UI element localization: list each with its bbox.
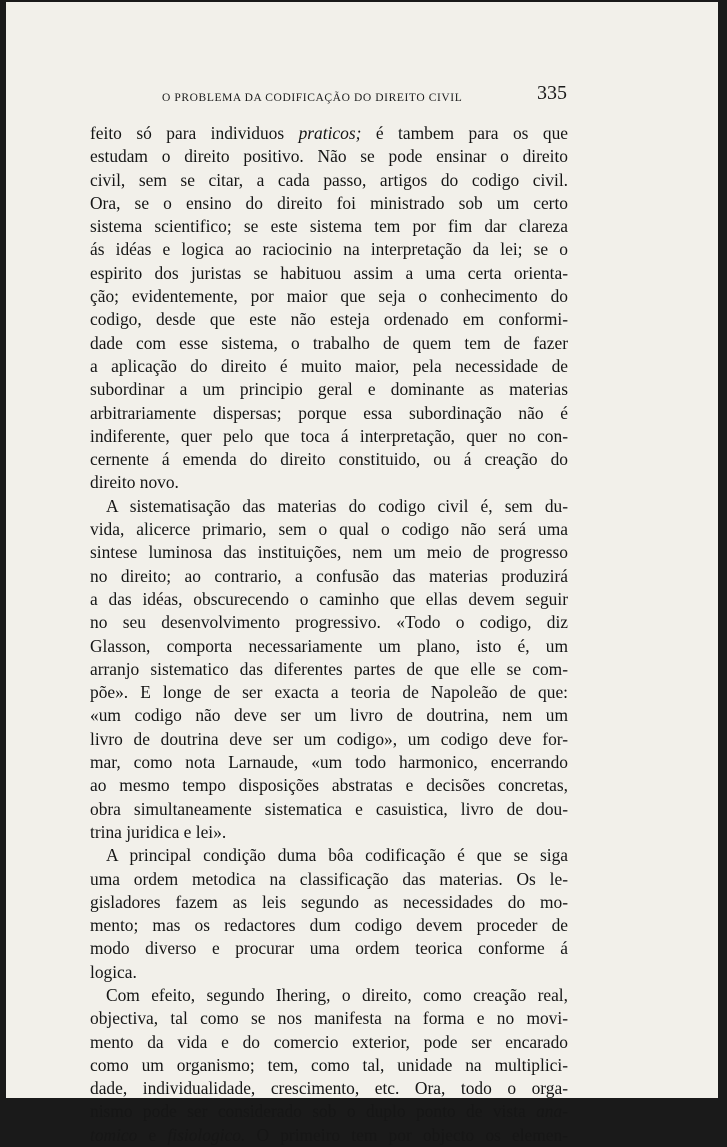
text-line [90,169,568,192]
text-segment: subordinar a um principio geral e dominante as materias [90,379,568,400]
text-line [90,961,568,984]
text-segment: no direito; ao contrario, a confusão das materias produzirá [90,565,568,586]
text-line [90,1031,568,1054]
text-segment: direito novo. [90,472,179,493]
text-line [90,355,568,378]
italic-term: ana- [536,1101,568,1122]
text-line [90,728,568,751]
paragraph [90,495,568,844]
text-segment: põe». E longe de ser exacta a teoria de Napoleão de que: [90,682,568,703]
text-segment: objectiva, tal como se nos manifesta na forma e no movi- [90,1008,568,1029]
text-line [90,145,568,168]
text-line [90,1077,568,1100]
text-segment: trina juridica e lei». [90,821,227,842]
text-line [90,914,568,937]
text-segment: mento; mas os redactores dum codigo devem proceder de [90,915,568,936]
text-segment: dade, individualidade, crescimento, etc. Ora, todo o orga- [90,1078,568,1099]
text-segment: ção; evidentemente, por maior que seja o conhecimento do [90,286,568,307]
text-line [90,588,568,611]
italic-term: fisiologico. [167,1124,246,1145]
text-line [90,425,568,448]
text-segment: espirito dos juristas se habituou assim a uma certa orienta- [90,262,568,283]
paragraph [90,122,568,495]
text-segment: Com efeito, segundo Ihering, o direito, como creação real, [106,984,568,1005]
text-segment: arranjo sistematico das diferentes partes de que elle se com- [90,658,568,679]
text-line [90,984,568,1007]
text-line [90,238,568,261]
text-line [90,844,568,867]
text-line [90,774,568,797]
text-line [90,378,568,401]
text-segment: obra simultaneamente sistematica e casuistica, livro de dou- [90,798,568,819]
text-segment: ao mesmo tempo disposições abstratas e decisões concretas, [90,775,568,796]
text-line [90,518,568,541]
text-line [90,565,568,588]
text-segment: dade com esse sistema, o trabalho de quem tem de fazer [90,332,568,353]
text-segment: codigo, desde que este não esteja ordenado em conformi- [90,309,568,330]
text-segment: «um codigo não deve ser um livro de doutrina, nem um [90,705,568,726]
text-line [90,704,568,727]
text-line [90,1007,568,1030]
text-segment: no seu desenvolvimento progressivo. «Todo o codigo, diz [90,612,568,633]
text-line [90,681,568,704]
text-segment: indiferente, quer pelo que toca á interpretação, quer no con- [90,425,568,446]
text-segment: modo diverso e procurar uma ordem teorica conforme á [90,938,568,959]
text-segment: A principal condição duma bôa codificação é que se siga [106,845,568,866]
text-segment: mar, como nota Larnaude, «um todo harmonico, encerrando [90,752,568,773]
text-line [90,332,568,355]
text-line [90,402,568,425]
text-line [90,751,568,774]
text-line [90,122,568,145]
text-line [90,1124,568,1147]
italic-term: tomico [90,1124,138,1145]
text-segment: e [137,1124,168,1145]
text-segment: é tambem para os que [361,123,568,143]
text-segment: O primeiro tem por objecto os elemen- [245,1124,568,1145]
text-segment: Ora, se o ensino do direito foi ministrado sob um certo [90,192,568,213]
text-line [90,308,568,331]
text-line [90,192,568,215]
text-segment: a aplicação do direito é muito maior, pela necessidade de [90,355,568,376]
body-text [90,122,568,1147]
italic-term: praticos; [298,123,362,143]
text-line [90,262,568,285]
text-line [90,1100,568,1123]
text-segment: estudam o direito positivo. Não se pode ensinar o direito [90,146,568,167]
text-segment: Glasson, comporta necessariamente um plano, isto é, um [90,635,568,656]
text-line [90,285,568,308]
text-segment: nismo pode ser considerado sob o duplo ponto de vista [90,1101,537,1122]
text-segment: gisladores fazem as leis segundo as necessidades do mo- [90,891,568,912]
paragraph [90,984,568,1147]
text-line [90,658,568,681]
text-segment: cernente á emenda do direito constituido, ou á creação do [90,449,568,470]
text-line [90,611,568,634]
text-segment: sistema scientifico; se este sistema tem por fim dar clareza [90,216,568,237]
text-segment: a das idéas, obscurecendo o caminho que ellas devem seguir [90,588,568,609]
text-segment: sintese luminosa das instituições, nem um meio de progresso [90,542,568,563]
text-line [90,891,568,914]
text-line [90,798,568,821]
text-segment: livro de doutrina deve ser um codigo», um codigo deve for- [90,728,568,749]
text-segment: arbitrariamente dispersas; porque essa subordinação não é [90,402,568,423]
running-title: O PROBLEMA DA CODIFICAÇÃO DO DIREITO CIVIL [162,92,463,104]
text-segment: mento da vida e do comercio exterior, pode ser encarado [90,1031,568,1052]
book-page [6,2,718,1145]
text-segment: vida, alicerce primario, sem o qual o codigo não será uma [90,519,568,540]
text-segment: A sistematisação das materias do codigo civil é, sem du- [106,495,568,516]
running-header [6,80,718,110]
text-segment: como um organismo; tem, como tal, unidade na multiplici- [90,1054,568,1075]
page-number: 335 [537,82,567,104]
text-line [90,1054,568,1077]
text-segment: logica. [90,961,137,982]
text-line [90,635,568,658]
text-segment: civil, sem se citar, a cada passo, artigos do codigo civil. [90,169,568,190]
text-segment: ás idéas e logica ao raciocinio na interpretação da lei; se o [90,239,568,260]
text-line [90,495,568,518]
text-line [90,215,568,238]
text-line [90,541,568,564]
text-line [90,868,568,891]
text-line [90,821,568,844]
text-segment: feito só para individuos [90,123,299,143]
text-line [90,448,568,471]
text-line [90,471,568,494]
paragraph [90,844,568,984]
text-segment: uma ordem metodica na classificação das materias. Os le- [90,868,568,889]
text-line [90,937,568,960]
